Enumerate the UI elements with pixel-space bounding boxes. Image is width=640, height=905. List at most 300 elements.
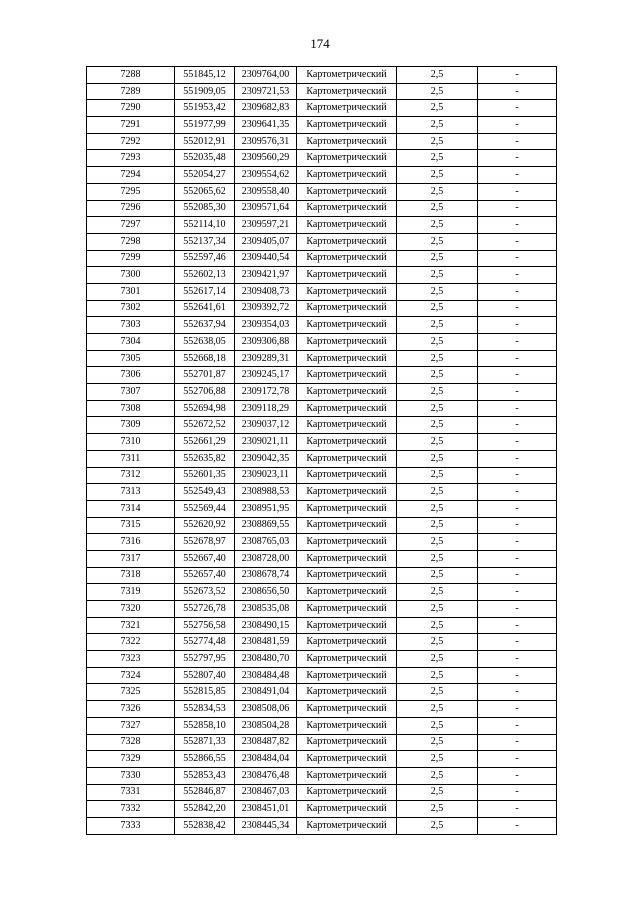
x-coordinate-cell: 552601,35 — [175, 467, 235, 484]
table-row — [87, 67, 557, 84]
point-number-cell: 7328 — [87, 734, 175, 751]
point-number-cell: 7297 — [87, 217, 175, 234]
point-number-cell: 7306 — [87, 367, 175, 384]
accuracy-cell: 2,5 — [397, 734, 478, 751]
accuracy-cell: 2,5 — [397, 550, 478, 567]
accuracy-cell: 2,5 — [397, 417, 478, 434]
point-number-cell: 7321 — [87, 617, 175, 634]
method-cell: Картометрический — [297, 817, 397, 834]
method-cell: Картометрический — [297, 567, 397, 584]
accuracy-cell: 2,5 — [397, 667, 478, 684]
method-cell: Картометрический — [297, 550, 397, 567]
x-coordinate-cell: 552846,87 — [175, 784, 235, 801]
point-number-cell: 7312 — [87, 467, 175, 484]
point-number-cell: 7290 — [87, 100, 175, 117]
y-coordinate-cell: 2308728,00 — [235, 550, 297, 567]
page-number: 174 — [310, 36, 330, 51]
method-cell: Картометрический — [297, 617, 397, 634]
table-row — [87, 117, 557, 134]
y-coordinate-cell: 2308508,06 — [235, 701, 297, 718]
point-number-cell: 7294 — [87, 167, 175, 184]
description-cell: - — [478, 601, 557, 618]
description-cell: - — [478, 534, 557, 551]
accuracy-cell: 2,5 — [397, 817, 478, 834]
accuracy-cell: 2,5 — [397, 167, 478, 184]
x-coordinate-cell: 552012,91 — [175, 133, 235, 150]
x-coordinate-cell: 552853,43 — [175, 767, 235, 784]
x-coordinate-cell: 552065,62 — [175, 183, 235, 200]
description-cell: - — [478, 450, 557, 467]
description-cell: - — [478, 200, 557, 217]
accuracy-cell: 2,5 — [397, 717, 478, 734]
y-coordinate-cell: 2309306,88 — [235, 334, 297, 351]
table-row — [87, 83, 557, 100]
x-coordinate-cell: 551845,12 — [175, 67, 235, 84]
x-coordinate-cell: 551977,99 — [175, 117, 235, 134]
x-coordinate-cell: 552842,20 — [175, 801, 235, 818]
y-coordinate-cell: 2309408,73 — [235, 283, 297, 300]
table-row — [87, 484, 557, 501]
x-coordinate-cell: 552638,05 — [175, 334, 235, 351]
description-cell: - — [478, 684, 557, 701]
point-number-cell: 7331 — [87, 784, 175, 801]
y-coordinate-cell: 2309392,72 — [235, 300, 297, 317]
accuracy-cell: 2,5 — [397, 617, 478, 634]
table-row — [87, 250, 557, 267]
x-coordinate-cell: 552774,48 — [175, 634, 235, 651]
y-coordinate-cell: 2309560,29 — [235, 150, 297, 167]
y-coordinate-cell: 2309764,00 — [235, 67, 297, 84]
y-coordinate-cell: 2308656,50 — [235, 584, 297, 601]
accuracy-cell: 2,5 — [397, 467, 478, 484]
x-coordinate-cell: 552838,42 — [175, 817, 235, 834]
method-cell: Картометрический — [297, 83, 397, 100]
point-number-cell: 7291 — [87, 117, 175, 134]
x-coordinate-cell: 552620,92 — [175, 517, 235, 534]
point-number-cell: 7295 — [87, 183, 175, 200]
description-cell: - — [478, 767, 557, 784]
y-coordinate-cell: 2309682,83 — [235, 100, 297, 117]
method-cell: Картометрический — [297, 584, 397, 601]
point-number-cell: 7332 — [87, 801, 175, 818]
method-cell: Картометрический — [297, 133, 397, 150]
description-cell: - — [478, 267, 557, 284]
accuracy-cell: 2,5 — [397, 133, 478, 150]
description-cell: - — [478, 317, 557, 334]
table-row — [87, 417, 557, 434]
description-cell: - — [478, 117, 557, 134]
point-number-cell: 7300 — [87, 267, 175, 284]
accuracy-cell: 2,5 — [397, 400, 478, 417]
table-row — [87, 617, 557, 634]
y-coordinate-cell: 2309440,54 — [235, 250, 297, 267]
y-coordinate-cell: 2308988,53 — [235, 484, 297, 501]
method-cell: Картометрический — [297, 734, 397, 751]
method-cell: Картометрический — [297, 601, 397, 618]
accuracy-cell: 2,5 — [397, 434, 478, 451]
accuracy-cell: 2,5 — [397, 784, 478, 801]
y-coordinate-cell: 2309023,11 — [235, 467, 297, 484]
method-cell: Картометрический — [297, 484, 397, 501]
table-row — [87, 801, 557, 818]
point-number-cell: 7307 — [87, 384, 175, 401]
x-coordinate-cell: 552661,29 — [175, 434, 235, 451]
point-number-cell: 7310 — [87, 434, 175, 451]
y-coordinate-cell: 2309042,35 — [235, 450, 297, 467]
method-cell: Картометрический — [297, 667, 397, 684]
accuracy-cell: 2,5 — [397, 767, 478, 784]
method-cell: Картометрический — [297, 784, 397, 801]
y-coordinate-cell: 2309021,11 — [235, 434, 297, 451]
y-coordinate-cell: 2309571,64 — [235, 200, 297, 217]
description-cell: - — [478, 667, 557, 684]
accuracy-cell: 2,5 — [397, 601, 478, 618]
method-cell: Картометрический — [297, 684, 397, 701]
point-number-cell: 7317 — [87, 550, 175, 567]
method-cell: Картометрический — [297, 400, 397, 417]
table-row — [87, 567, 557, 584]
coordinates-table-body — [87, 67, 557, 835]
y-coordinate-cell: 2309421,97 — [235, 267, 297, 284]
description-cell: - — [478, 701, 557, 718]
x-coordinate-cell: 552797,95 — [175, 651, 235, 668]
x-coordinate-cell: 552701,87 — [175, 367, 235, 384]
accuracy-cell: 2,5 — [397, 117, 478, 134]
x-coordinate-cell: 552706,88 — [175, 384, 235, 401]
description-cell: - — [478, 584, 557, 601]
table-row — [87, 634, 557, 651]
accuracy-cell: 2,5 — [397, 634, 478, 651]
point-number-cell: 7292 — [87, 133, 175, 150]
table-row — [87, 450, 557, 467]
accuracy-cell: 2,5 — [397, 300, 478, 317]
description-cell: - — [478, 717, 557, 734]
table-row — [87, 334, 557, 351]
table-row — [87, 434, 557, 451]
x-coordinate-cell: 552569,44 — [175, 500, 235, 517]
method-cell: Картометрический — [297, 417, 397, 434]
description-cell: - — [478, 617, 557, 634]
point-number-cell: 7325 — [87, 684, 175, 701]
description-cell: - — [478, 567, 557, 584]
x-coordinate-cell: 552694,98 — [175, 400, 235, 417]
method-cell: Картометрический — [297, 67, 397, 84]
accuracy-cell: 2,5 — [397, 701, 478, 718]
description-cell: - — [478, 751, 557, 768]
description-cell: - — [478, 67, 557, 84]
table-row — [87, 684, 557, 701]
description-cell: - — [478, 651, 557, 668]
y-coordinate-cell: 2309641,35 — [235, 117, 297, 134]
accuracy-cell: 2,5 — [397, 250, 478, 267]
point-number-cell: 7313 — [87, 484, 175, 501]
x-coordinate-cell: 551953,42 — [175, 100, 235, 117]
accuracy-cell: 2,5 — [397, 517, 478, 534]
description-cell: - — [478, 167, 557, 184]
x-coordinate-cell: 552815,85 — [175, 684, 235, 701]
point-number-cell: 7293 — [87, 150, 175, 167]
description-cell: - — [478, 517, 557, 534]
x-coordinate-cell: 552054,27 — [175, 167, 235, 184]
description-cell: - — [478, 83, 557, 100]
point-number-cell: 7315 — [87, 517, 175, 534]
point-number-cell: 7298 — [87, 233, 175, 250]
method-cell: Картометрический — [297, 751, 397, 768]
table-row — [87, 350, 557, 367]
accuracy-cell: 2,5 — [397, 283, 478, 300]
method-cell: Картометрический — [297, 167, 397, 184]
point-number-cell: 7289 — [87, 83, 175, 100]
point-number-cell: 7316 — [87, 534, 175, 551]
method-cell: Картометрический — [297, 434, 397, 451]
description-cell: - — [478, 300, 557, 317]
y-coordinate-cell: 2308484,04 — [235, 751, 297, 768]
x-coordinate-cell: 552657,40 — [175, 567, 235, 584]
method-cell: Картометрический — [297, 317, 397, 334]
table-row — [87, 183, 557, 200]
point-number-cell: 7314 — [87, 500, 175, 517]
method-cell: Картометрический — [297, 150, 397, 167]
x-coordinate-cell: 552667,40 — [175, 550, 235, 567]
description-cell: - — [478, 784, 557, 801]
point-number-cell: 7311 — [87, 450, 175, 467]
table-row — [87, 667, 557, 684]
description-cell: - — [478, 334, 557, 351]
accuracy-cell: 2,5 — [397, 217, 478, 234]
accuracy-cell: 2,5 — [397, 384, 478, 401]
table-row — [87, 233, 557, 250]
description-cell: - — [478, 801, 557, 818]
table-row — [87, 133, 557, 150]
x-coordinate-cell: 552807,40 — [175, 667, 235, 684]
description-cell: - — [478, 183, 557, 200]
table-row — [87, 817, 557, 834]
accuracy-cell: 2,5 — [397, 801, 478, 818]
x-coordinate-cell: 552756,58 — [175, 617, 235, 634]
table-row — [87, 467, 557, 484]
x-coordinate-cell: 552035,48 — [175, 150, 235, 167]
point-number-cell: 7308 — [87, 400, 175, 417]
y-coordinate-cell: 2309554,62 — [235, 167, 297, 184]
point-number-cell: 7301 — [87, 283, 175, 300]
description-cell: - — [478, 100, 557, 117]
description-cell: - — [478, 500, 557, 517]
description-cell: - — [478, 417, 557, 434]
accuracy-cell: 2,5 — [397, 567, 478, 584]
y-coordinate-cell: 2309245,17 — [235, 367, 297, 384]
x-coordinate-cell: 552834,53 — [175, 701, 235, 718]
y-coordinate-cell: 2308491,04 — [235, 684, 297, 701]
point-number-cell: 7320 — [87, 601, 175, 618]
y-coordinate-cell: 2309289,31 — [235, 350, 297, 367]
description-cell: - — [478, 250, 557, 267]
y-coordinate-cell: 2308481,59 — [235, 634, 297, 651]
table-row — [87, 517, 557, 534]
accuracy-cell: 2,5 — [397, 584, 478, 601]
x-coordinate-cell: 552726,78 — [175, 601, 235, 618]
description-cell: - — [478, 233, 557, 250]
accuracy-cell: 2,5 — [397, 534, 478, 551]
y-coordinate-cell: 2308535,08 — [235, 601, 297, 618]
accuracy-cell: 2,5 — [397, 350, 478, 367]
coordinates-table — [86, 66, 557, 835]
description-cell: - — [478, 467, 557, 484]
method-cell: Картометрический — [297, 517, 397, 534]
accuracy-cell: 2,5 — [397, 684, 478, 701]
description-cell: - — [478, 550, 557, 567]
method-cell: Картометрический — [297, 367, 397, 384]
y-coordinate-cell: 2309037,12 — [235, 417, 297, 434]
accuracy-cell: 2,5 — [397, 651, 478, 668]
table-row — [87, 767, 557, 784]
point-number-cell: 7302 — [87, 300, 175, 317]
y-coordinate-cell: 2308765,03 — [235, 534, 297, 551]
method-cell: Картометрический — [297, 634, 397, 651]
description-cell: - — [478, 817, 557, 834]
y-coordinate-cell: 2308487,82 — [235, 734, 297, 751]
x-coordinate-cell: 552866,55 — [175, 751, 235, 768]
table-row — [87, 367, 557, 384]
table-row — [87, 584, 557, 601]
method-cell: Картометрический — [297, 767, 397, 784]
table-row — [87, 500, 557, 517]
x-coordinate-cell: 552137,34 — [175, 233, 235, 250]
method-cell: Картометрический — [297, 651, 397, 668]
table-row — [87, 217, 557, 234]
x-coordinate-cell: 552641,61 — [175, 300, 235, 317]
y-coordinate-cell: 2309721,53 — [235, 83, 297, 100]
point-number-cell: 7296 — [87, 200, 175, 217]
method-cell: Картометрический — [297, 701, 397, 718]
y-coordinate-cell: 2308480,70 — [235, 651, 297, 668]
y-coordinate-cell: 2308490,15 — [235, 617, 297, 634]
description-cell: - — [478, 133, 557, 150]
method-cell: Картометрический — [297, 217, 397, 234]
method-cell: Картометрический — [297, 801, 397, 818]
accuracy-cell: 2,5 — [397, 233, 478, 250]
method-cell: Картометрический — [297, 334, 397, 351]
x-coordinate-cell: 552617,14 — [175, 283, 235, 300]
accuracy-cell: 2,5 — [397, 183, 478, 200]
description-cell: - — [478, 484, 557, 501]
table-row — [87, 400, 557, 417]
accuracy-cell: 2,5 — [397, 200, 478, 217]
accuracy-cell: 2,5 — [397, 751, 478, 768]
table-row — [87, 601, 557, 618]
description-cell: - — [478, 400, 557, 417]
y-coordinate-cell: 2309576,31 — [235, 133, 297, 150]
y-coordinate-cell: 2308951,95 — [235, 500, 297, 517]
accuracy-cell: 2,5 — [397, 83, 478, 100]
y-coordinate-cell: 2309405,07 — [235, 233, 297, 250]
y-coordinate-cell: 2309558,40 — [235, 183, 297, 200]
table-row — [87, 751, 557, 768]
table-row — [87, 317, 557, 334]
table-row — [87, 784, 557, 801]
point-number-cell: 7299 — [87, 250, 175, 267]
x-coordinate-cell: 552114,10 — [175, 217, 235, 234]
method-cell: Картометрический — [297, 717, 397, 734]
x-coordinate-cell: 552672,52 — [175, 417, 235, 434]
point-number-cell: 7304 — [87, 334, 175, 351]
table-row — [87, 100, 557, 117]
table-row — [87, 267, 557, 284]
accuracy-cell: 2,5 — [397, 450, 478, 467]
y-coordinate-cell: 2309597,21 — [235, 217, 297, 234]
method-cell: Картометрический — [297, 100, 397, 117]
method-cell: Картометрический — [297, 183, 397, 200]
y-coordinate-cell: 2309172,78 — [235, 384, 297, 401]
table-row — [87, 150, 557, 167]
point-number-cell: 7323 — [87, 651, 175, 668]
table-row — [87, 701, 557, 718]
method-cell: Картометрический — [297, 267, 397, 284]
method-cell: Картометрический — [297, 300, 397, 317]
x-coordinate-cell: 551909,05 — [175, 83, 235, 100]
table-row — [87, 717, 557, 734]
method-cell: Картометрический — [297, 384, 397, 401]
point-number-cell: 7324 — [87, 667, 175, 684]
accuracy-cell: 2,5 — [397, 150, 478, 167]
description-cell: - — [478, 434, 557, 451]
point-number-cell: 7305 — [87, 350, 175, 367]
point-number-cell: 7303 — [87, 317, 175, 334]
point-number-cell: 7322 — [87, 634, 175, 651]
y-coordinate-cell: 2308484,48 — [235, 667, 297, 684]
y-coordinate-cell: 2308445,34 — [235, 817, 297, 834]
y-coordinate-cell: 2308451,01 — [235, 801, 297, 818]
point-number-cell: 7333 — [87, 817, 175, 834]
table-row — [87, 550, 557, 567]
method-cell: Картометрический — [297, 450, 397, 467]
description-cell: - — [478, 350, 557, 367]
accuracy-cell: 2,5 — [397, 100, 478, 117]
method-cell: Картометрический — [297, 200, 397, 217]
table-row — [87, 651, 557, 668]
x-coordinate-cell: 552673,52 — [175, 584, 235, 601]
accuracy-cell: 2,5 — [397, 67, 478, 84]
y-coordinate-cell: 2308467,03 — [235, 784, 297, 801]
method-cell: Картометрический — [297, 283, 397, 300]
accuracy-cell: 2,5 — [397, 317, 478, 334]
x-coordinate-cell: 552871,33 — [175, 734, 235, 751]
x-coordinate-cell: 552858,10 — [175, 717, 235, 734]
y-coordinate-cell: 2308476,48 — [235, 767, 297, 784]
y-coordinate-cell: 2309354,03 — [235, 317, 297, 334]
point-number-cell: 7319 — [87, 584, 175, 601]
description-cell: - — [478, 367, 557, 384]
x-coordinate-cell: 552085,30 — [175, 200, 235, 217]
method-cell: Картометрический — [297, 117, 397, 134]
method-cell: Картометрический — [297, 350, 397, 367]
table-row — [87, 384, 557, 401]
accuracy-cell: 2,5 — [397, 334, 478, 351]
y-coordinate-cell: 2309118,29 — [235, 400, 297, 417]
description-cell: - — [478, 150, 557, 167]
point-number-cell: 7330 — [87, 767, 175, 784]
table-row — [87, 200, 557, 217]
method-cell: Картометрический — [297, 250, 397, 267]
accuracy-cell: 2,5 — [397, 500, 478, 517]
description-cell: - — [478, 734, 557, 751]
accuracy-cell: 2,5 — [397, 367, 478, 384]
table-row — [87, 300, 557, 317]
point-number-cell: 7309 — [87, 417, 175, 434]
point-number-cell: 7318 — [87, 567, 175, 584]
x-coordinate-cell: 552602,13 — [175, 267, 235, 284]
x-coordinate-cell: 552635,82 — [175, 450, 235, 467]
x-coordinate-cell: 552678,97 — [175, 534, 235, 551]
